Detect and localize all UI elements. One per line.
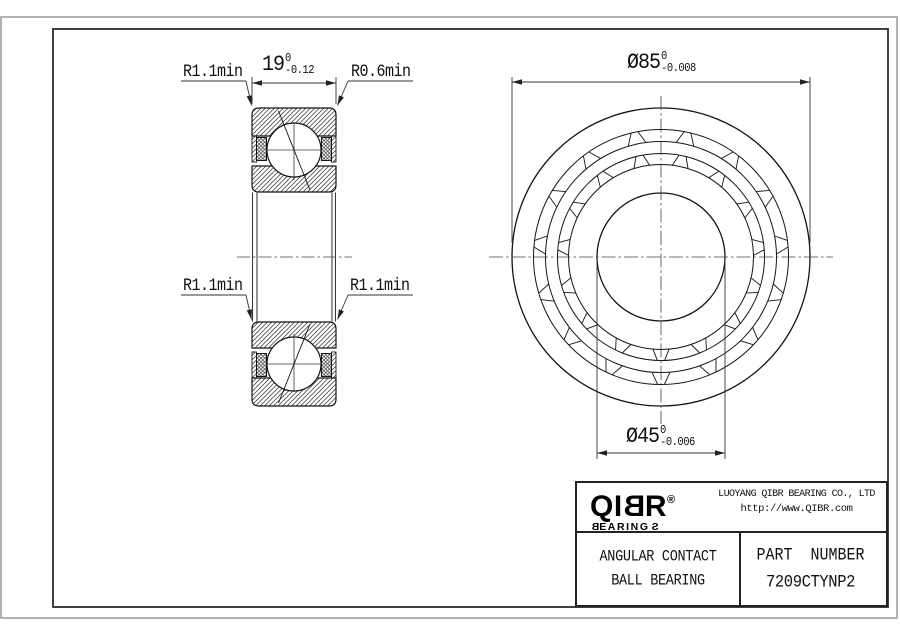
dimension-text-bore-diameter: [626, 425, 695, 449]
company-info: [717, 483, 886, 531]
label-radius-bottom-left: R1.1min: [183, 276, 243, 297]
dimension-text-outer-diameter: [627, 51, 696, 75]
cross-section-view: [237, 108, 352, 406]
tolerance-upper: 0: [285, 51, 291, 66]
title-block: [575, 481, 888, 607]
brand-logo: [577, 483, 717, 531]
tolerance-upper: 0: [661, 49, 667, 64]
dimension-text-width: [262, 53, 314, 77]
dimension-value: Ø45: [626, 423, 660, 450]
part-number-label: PART NUMBER: [756, 545, 865, 566]
qibr-logo: [590, 486, 717, 521]
product-name-line1: ANGULAR CONTACT: [599, 548, 717, 566]
company-name: LUOYANG QIBR BEARING CO., LTD: [718, 489, 875, 500]
tolerance-lower: -0.006: [660, 435, 695, 450]
part-number-value: 7209CTYNP2: [765, 571, 855, 593]
tolerance-lower: -0.008: [661, 61, 696, 76]
label-radius-bottom-right: R1.1min: [350, 276, 410, 297]
label-radius-top-left: R1.1min: [183, 62, 243, 83]
product-name-line2: BALL BEARING: [611, 572, 705, 590]
logo-text: R: [644, 490, 668, 523]
front-view-centerlines: [489, 96, 833, 424]
company-website: http://www.QIBR.com: [740, 503, 853, 515]
tolerance-upper: 0: [660, 423, 666, 438]
registered-trademark-icon: ®: [667, 494, 676, 506]
logo-text: QI: [590, 490, 623, 523]
brand-text: EARING: [599, 521, 650, 533]
product-name-cell: [577, 533, 741, 605]
dimension-width-19: [252, 77, 336, 104]
label-radius-top-right: R0.6min: [351, 62, 411, 83]
part-number-cell: [741, 533, 886, 605]
brand-text-mirrored-s: S: [649, 521, 659, 533]
front-view: [489, 96, 833, 424]
dimension-value: 19: [262, 51, 285, 78]
title-block-detail-row: [577, 533, 886, 605]
bearings-wordmark: [590, 521, 717, 533]
brand-text-mirrored-b: B: [590, 521, 600, 533]
dimension-value: Ø85: [627, 49, 661, 76]
logo-text-mirrored-b: B: [622, 490, 645, 523]
title-block-header-row: [577, 483, 886, 533]
tolerance-lower: -0.12: [285, 63, 315, 78]
